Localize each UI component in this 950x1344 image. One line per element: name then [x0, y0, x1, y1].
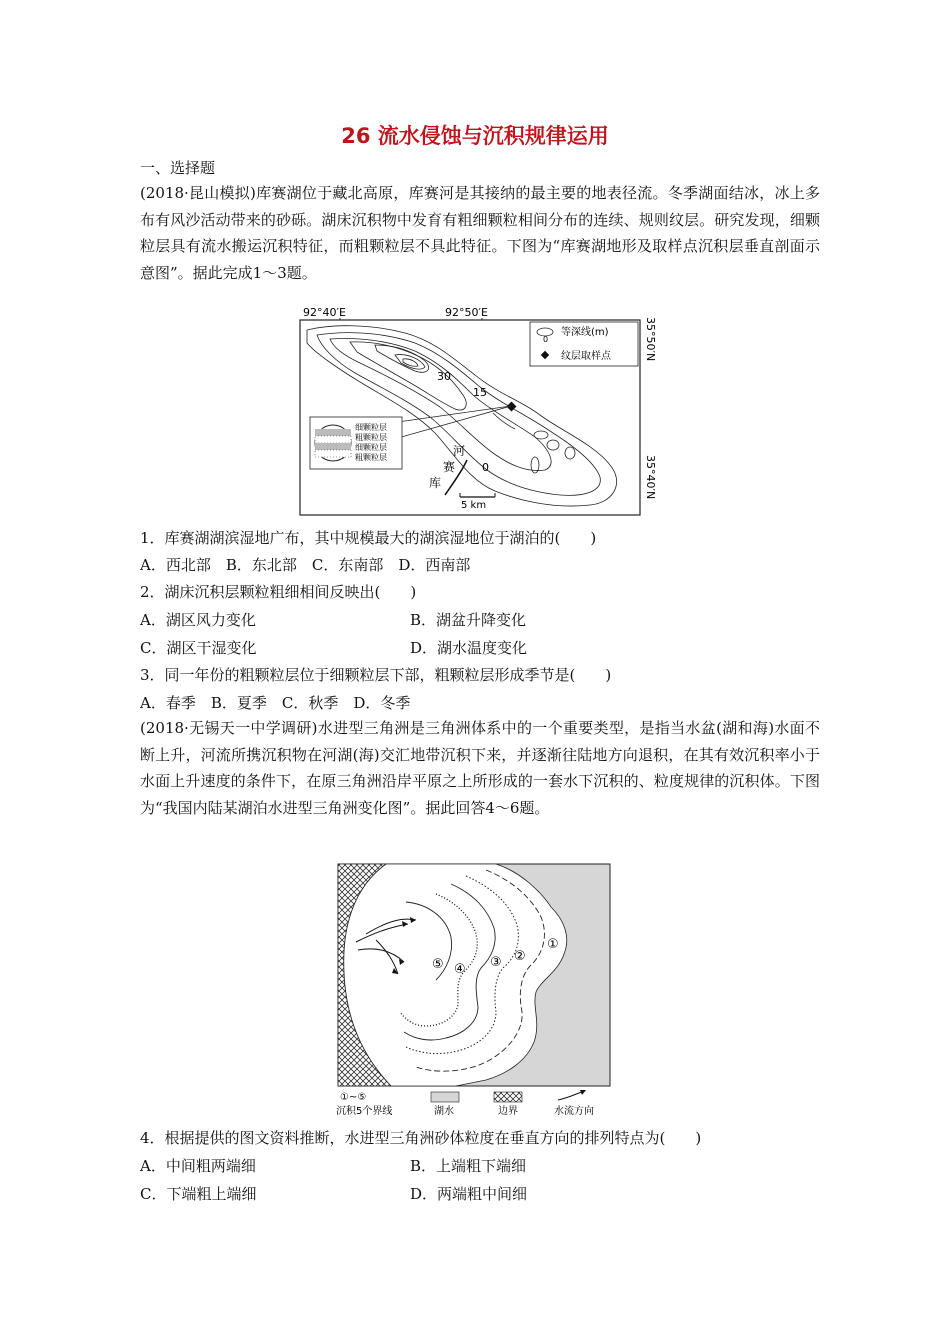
legend-lines-symbol: ①~⑤ — [340, 1092, 367, 1103]
layer-label-1: 细颗粒层 — [355, 423, 387, 432]
legend-sample-label: 纹层取样点 — [561, 351, 611, 362]
kusai-lake-map — [295, 305, 665, 520]
question-4-stem: 4．根据提供的图文资料推断，水进型三角洲砂体粒度在垂直方向的排列特点为( ) — [140, 1129, 702, 1147]
lon-label-2: 92°50′E — [445, 306, 488, 319]
legend-water-label: 湖水 — [434, 1106, 454, 1117]
question-2-option-c: C．湖区干湿变化 — [140, 639, 257, 657]
river-char-1: 河 — [453, 444, 466, 458]
page-title: 26 流水侵蚀与沉积规律运用 — [341, 124, 609, 148]
depth-label-30: 30 — [437, 370, 451, 383]
depth-label-0: 0 — [482, 461, 489, 474]
depth-label-15: 15 — [473, 386, 487, 399]
svg-text:5 km: 5 km — [461, 500, 487, 511]
question-2-option-b: B．湖盆升降变化 — [410, 611, 527, 629]
lat-label-bottom: 35°40′N — [644, 455, 657, 500]
legend-lines-label: 沉积5个界线 — [336, 1106, 393, 1117]
question-2-stem: 2．湖床沉积层颗粒粗细相间反映出( ) — [140, 583, 417, 601]
layer-label-4: 粗颗粒层 — [355, 453, 387, 462]
question-1-options: A．西北部 B．东北部 C．东南部 D．西南部 — [140, 556, 471, 574]
water-swatch-icon — [431, 1092, 459, 1102]
river-char-3: 库 — [429, 476, 442, 490]
question-4-option-a: A．中间粗两端细 — [140, 1157, 256, 1175]
question-2-option-d: D．湖水温度变化 — [410, 639, 528, 657]
delta-diagram — [336, 862, 616, 1118]
section-heading: 一、选择题 — [140, 159, 216, 177]
lon-label-1: 92°40′E — [303, 306, 346, 319]
question-3-stem: 3．同一年份的粗颗粒层位于细颗粒层下部，粗颗粒层形成季节是( ) — [140, 666, 612, 684]
legend-flow-label: 水流方向 — [554, 1106, 594, 1117]
legend-contour-label: 等深线(m) — [561, 327, 609, 338]
question-4-option-c: C．下端粗上端细 — [140, 1185, 257, 1203]
legend-border-label: 边界 — [498, 1106, 518, 1117]
svg-text:0: 0 — [543, 335, 549, 344]
flow-arrow-icon — [558, 1091, 584, 1100]
sediment-profile-inset — [310, 417, 402, 469]
border-swatch-icon — [494, 1092, 522, 1102]
map-legend — [530, 322, 638, 366]
boundary-label-2: ② — [514, 949, 526, 964]
question-3-options: A．春季 B．夏季 C．秋季 D．冬季 — [140, 694, 411, 712]
layer-label-2: 粗颗粒层 — [355, 433, 387, 442]
delta-legend — [336, 1090, 594, 1117]
boundary-label-1: ① — [547, 937, 559, 952]
intro-paragraph-2: (2018·无锡天一中学调研)水进型三角洲是三角洲体系中的一个重要类型，是指当水盆(湖和海)水面不断上升，河流所携沉积物在河湖(海)交汇地带沉积下来，并逐渐往陆地方向退积，在其有效沉积率小于水面上升速度的条件下，在原三角洲沿岸平原之上所形成的一套水下沉积的、粒度规律的沉积体。下图为“我国内陆某湖泊水进型三角洲变化图”。据此回答4～6题。 — [140, 719, 820, 817]
lat-label-top: 35°50′N — [644, 317, 657, 362]
intro-paragraph-1: (2018·昆山模拟)库赛湖位于藏北高原，库赛河是其接纳的最主要的地表径流。冬季湖面结冰，冰上多布有风沙活动带来的砂砾。湖床沉积物中发育有粗细颗粒相间分布的连续、规则纹层。研究发现，细颗粒层具有流水搬运沉积特征，而粗颗粒层不具此特征。下图为“库赛湖地形及取样点沉积层垂直剖面示意图”。据此完成1～3题。 — [140, 184, 820, 282]
question-1-stem: 1．库赛湖湖滨湿地广布，其中规模最大的湖滨湿地位于湖泊的( ) — [140, 529, 597, 547]
layer-label-3: 细颗粒层 — [355, 443, 387, 452]
river-char-2: 赛 — [443, 460, 456, 474]
boundary-label-5: ⑤ — [432, 957, 444, 972]
question-2-option-a: A．湖区风力变化 — [140, 611, 256, 629]
boundary-label-4: ④ — [454, 962, 466, 977]
question-4-option-b: B．上端粗下端细 — [410, 1157, 527, 1175]
question-4-option-d: D．两端粗中间细 — [410, 1185, 528, 1203]
boundary-label-3: ③ — [490, 955, 502, 970]
